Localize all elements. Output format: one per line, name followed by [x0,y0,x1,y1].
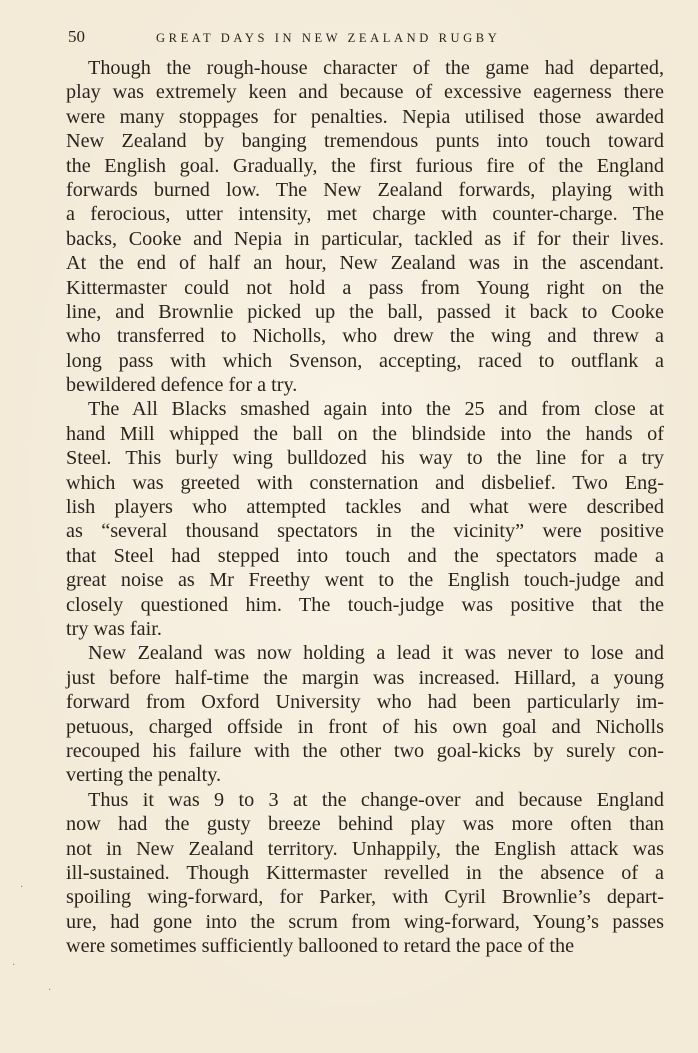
text-line: ure, had gone into the scrum from wing-forward, Young’s passes [66,910,664,933]
paragraph [66,788,664,959]
text-line: bewildered defence for a try. [66,374,298,397]
text-line: closely questioned him. The touch-judge was positive that the [66,593,664,616]
text-line: verting the penalty. [66,764,222,787]
text-line: long pass with which Svenson, accepting, raced to outflank a [66,349,664,372]
page-blemish: · [20,882,24,893]
text-line: forwards burned low. The New Zealand forwards, playing with [66,178,664,201]
text-line: line, and Brownlie picked up the ball, passed it back to Cooke [66,300,664,323]
text-line: who transferred to Nicholls, who drew the wing and threw a [66,325,664,348]
text-line: New Zealand by banging tremendous punts into touch toward [66,130,664,153]
text-line: which was greeted with consternation and disbelief. Two Eng- [66,471,664,494]
paragraph [66,397,664,641]
text-line: backs, Cooke and Nepia in particular, tackled as if for their lives. [66,227,664,250]
text-line: play was extremely keen and because of excessive eagerness there [66,81,664,104]
text-line: Though the rough-house character of the game had departed, [88,57,664,79]
text-line: recouped his failure with the other two goal-kicks by surely con- [66,739,664,762]
text-line: The All Blacks smashed again into the 25 and from close at [88,398,664,421]
text-line: that Steel had stepped into touch and the spectators made a [66,544,664,567]
text-line: At the end of half an hour, New Zealand was in the ascendant. [66,252,664,275]
text-line: the English goal. Gradually, the first furious fire of the England [66,154,664,177]
text-line: forward from Oxford University who had been particularly im- [66,691,664,714]
text-line: were many stoppages for penalties. Nepia utilised those awarded [66,105,664,128]
text-line: Thus it was 9 to 3 at the change-over and because England [88,788,664,811]
page-blemish: · [12,960,16,971]
page-number: 50 [68,27,85,46]
text-line: Kittermaster could not hold a pass from Young right on the [66,276,664,299]
text-line: hand Mill whipped the ball on the blindside into the hands of [66,422,664,445]
book-title: GREAT DAYS IN NEW ZEALAND RUGBY [156,31,501,45]
text-line: were sometimes sufficiently ballooned to retard the pace of the [66,935,575,958]
paragraph [66,641,664,787]
text-line: lish players who attempted tackles and what were described [66,496,664,519]
text-line: a ferocious, utter intensity, met charge with counter-charge. The [66,203,664,226]
text-line: as “several thousand spectators in the vicinity” were positive [66,520,664,543]
text-line: just before half-time the margin was increased. Hillard, a young [66,666,664,689]
text-line: try was fair. [66,617,162,640]
text-line: Steel. This burly wing bulldozed his way to the line for a try [66,447,664,470]
running-head [68,27,668,51]
text-line: spoiling wing-forward, for Parker, with Cyril Brownlie’s depart- [66,886,664,909]
text-line: great noise as Mr Freethy went to the English touch-judge and [66,569,664,592]
text-line: New Zealand was now holding a lead it was never to lose and [88,642,664,665]
text-line: now had the gusty breeze behind play was more often than [66,813,664,836]
text-line: ill-sustained. Though Kittermaster revelled in the absence of a [66,861,664,884]
page-blemish: · [48,985,52,996]
text-line: not in New Zealand territory. Unhappily, the English attack was [66,837,664,860]
body-text [66,56,664,958]
paragraph [66,56,664,397]
text-line: petuous, charged offside in front of his own goal and Nicholls [66,715,664,738]
